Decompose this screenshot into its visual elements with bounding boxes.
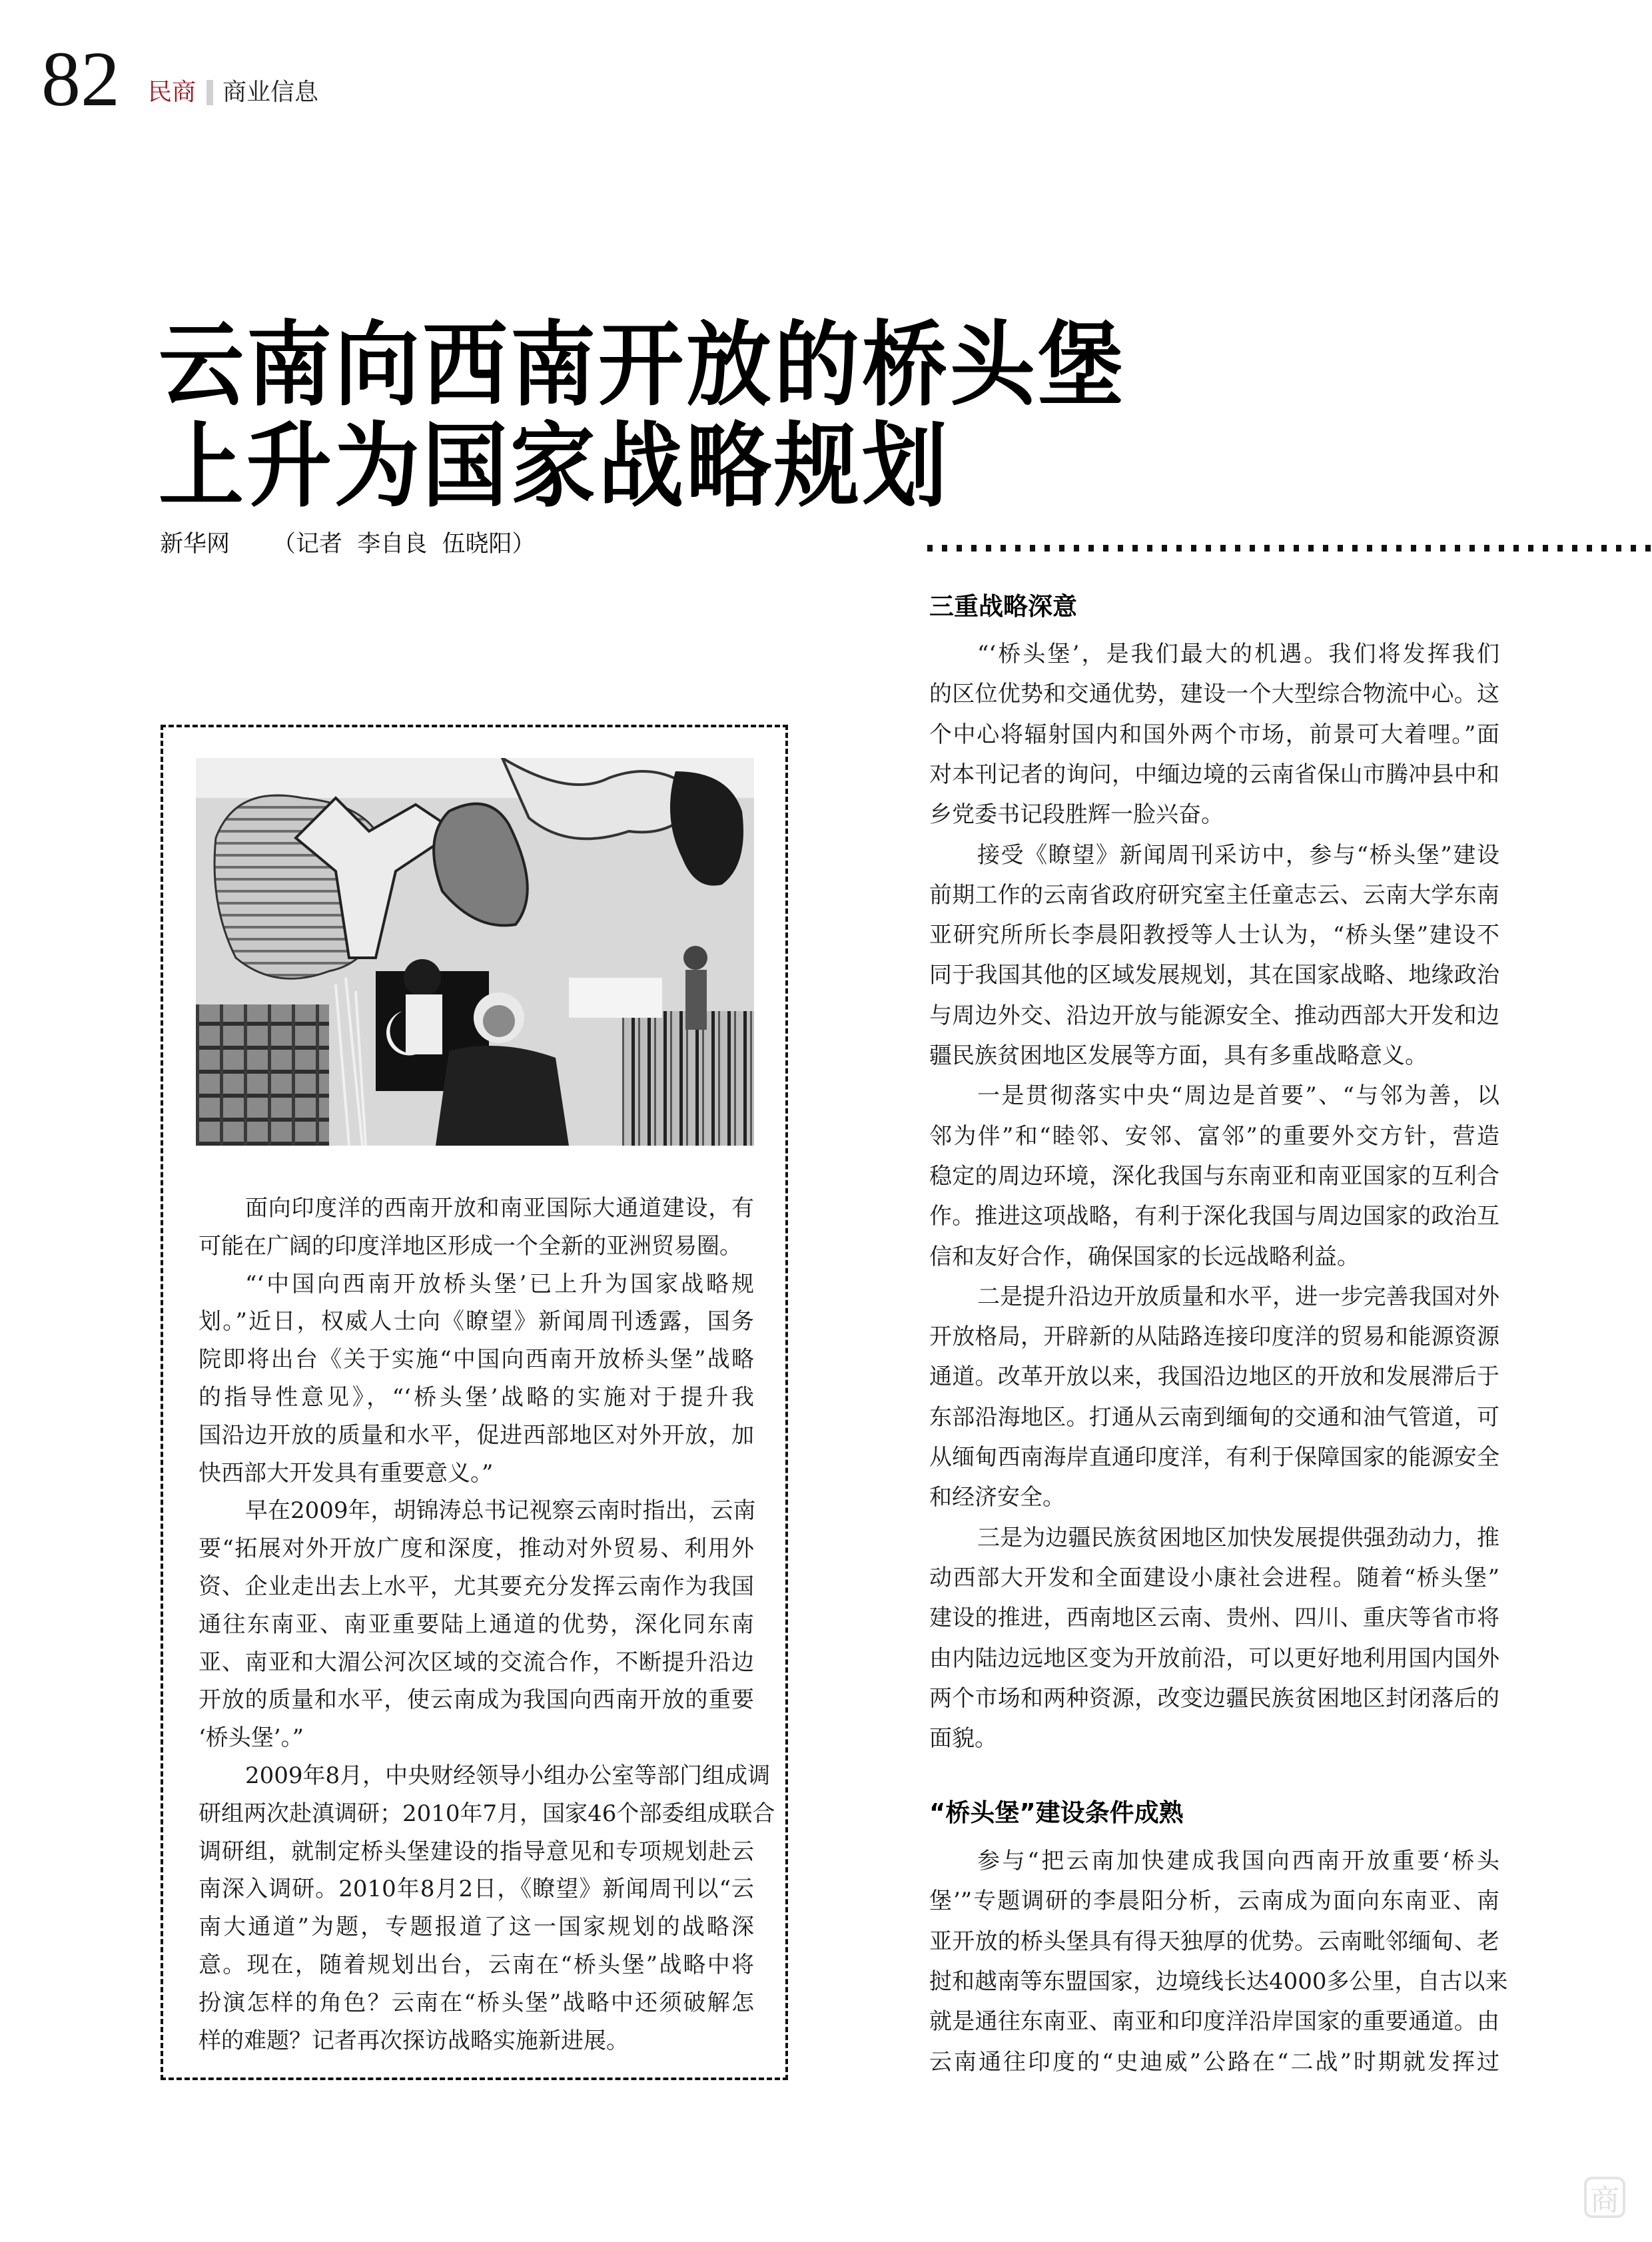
text-line: 稳定的周边环境，深化我国与东南亚和南亚国家的互利合	[929, 1162, 1499, 1190]
text-line: 云南通往印度的“史迪威”公路在“二战”时期就发挥过	[929, 2048, 1499, 2075]
text-line: 通道。改革开放以来，我国沿边地区的开放和发展滞后于	[929, 1363, 1499, 1391]
text-line: 信和友好合作，确保国家的长远战略利益。	[929, 1243, 1360, 1270]
text-line: 一是贯彻落实中央“周边是首要”、“与邻为善，以	[977, 1082, 1499, 1110]
headline-line-1: 云南向西南开放的桥头堡	[159, 312, 1126, 420]
text-line: 南深入调研。2010年8月2日，《瞭望》新闻周刊以“云	[199, 1876, 754, 1903]
magazine-brand: 民商	[148, 79, 197, 106]
text-line: 邻为伴”和“睦邻、安邻、富邻”的重要外交方针，营造	[929, 1122, 1499, 1150]
text-line: 的指导性意见》，“‘桥头堡’战略的实施对于提升我	[199, 1384, 754, 1411]
text-line: 乡党委书记段胜辉一脸兴奋。	[929, 801, 1224, 829]
text-line: 亚开放的桥头堡具有得天独厚的优势。云南毗邻缅甸、老	[929, 1928, 1499, 1955]
text-line: 意。现在，随着规划出台，云南在“桥头堡”战略中将	[199, 1952, 754, 1978]
text-line: 南大通道”为题，专题报道了这一国家规划的战略深	[199, 1914, 754, 1941]
text-line: 的区位优势和交通优势，建设一个大型综合物流中心。这	[929, 681, 1499, 708]
text-line: 研组两次赴滇调研；2010年7月，国家46个部委组成联合	[199, 1800, 775, 1827]
text-line: 与周边外交、沿边开放与能源安全、推动西部大开发和边	[929, 1002, 1499, 1029]
text-line: 面貌。	[929, 1725, 997, 1752]
text-line: 2009年8月，中央财经领导小组办公室等部门组成调	[245, 1762, 771, 1789]
text-line: 二是提升沿边开放质量和水平，进一步完善我国对外	[977, 1283, 1499, 1310]
text-line: 对本刊记者的询问，中缅边境的云南省保山市腾冲县中和	[929, 761, 1499, 788]
text-line: 资、企业走出去上水平，尤其要充分发挥云南作为我国	[199, 1573, 754, 1600]
text-line: 要“拓展对外开放广度和深度，推动对外贸易、利用外	[199, 1535, 754, 1563]
text-line: 面向印度洋的西南开放和南亚国际大通道建设，有	[245, 1195, 754, 1222]
text-line: “‘中国向西南开放桥头堡’已上升为国家战略规	[245, 1270, 754, 1298]
text-line: 建设的推进，西南地区云南、贵州、四川、重庆等省市将	[929, 1605, 1499, 1632]
text-line: 堡’”专题调研的李晨阳分析，云南成为面向东南亚、南	[929, 1888, 1499, 1915]
photo-exhibition-icon	[196, 758, 754, 1146]
text-line: 国沿边开放的质量和水平，促进西部地区对外开放，加	[199, 1421, 754, 1449]
text-line: 同于我国其他的区域发展规划，其在国家战略、地缘政治	[929, 962, 1499, 989]
dotted-rule	[927, 545, 1652, 552]
article-photo	[196, 758, 754, 1146]
text-line: 前期工作的云南省政府研究室主任童志云、云南大学东南	[929, 881, 1499, 909]
text-line: 通往东南亚、南亚重要陆上通道的优势，深化同东南	[199, 1611, 754, 1638]
byline	[160, 533, 536, 556]
text-line: 三是为边疆民族贫困地区加快发展提供强劲动力，推	[977, 1524, 1499, 1551]
text-line: 疆民族贫困地区发展等方面，具有多重战略意义。	[929, 1042, 1428, 1069]
text-line: 动西部大开发和全面建设小康社会进程。随着“桥头堡”	[929, 1564, 1499, 1591]
text-line: 亚、南亚和大湄公河次区域的交流合作，不断提升沿边	[199, 1649, 754, 1676]
publisher-stamp-icon: 商	[1584, 2177, 1625, 2218]
text-line: 由内陆边远地区变为开放前沿，可以更好地利用国内国外	[929, 1645, 1499, 1672]
text-line: 划。”近日，权威人士向《瞭望》新闻周刊透露，国务	[199, 1308, 754, 1335]
text-line: 接受《瞭望》新闻周刊采访中，参与“桥头堡”建设	[977, 841, 1499, 869]
headline-line-2: 上升为国家战略规划	[159, 413, 951, 521]
section-divider	[206, 80, 213, 105]
text-line: 就是通往东南亚、南亚和印度洋沿岸国家的重要通道。由	[929, 2008, 1499, 2036]
text-line: 早在2009年，胡锦涛总书记视察云南时指出，云南	[245, 1497, 756, 1525]
text-line: 参与“把云南加快建成我国向西南开放重要‘桥头	[977, 1848, 1499, 1874]
section1-title: 三重战略深意	[929, 592, 1077, 621]
text-line: ‘桥头堡’。”	[199, 1724, 304, 1752]
text-line: 两个市场和两种资源，改变边疆民族贫困地区封闭落后的	[929, 1684, 1499, 1712]
text-line: 可能在广阔的印度洋地区形成一个全新的亚洲贸易圈。	[199, 1232, 742, 1260]
text-line: 院即将出台《关于实施“中国向西南开放桥头堡”战略	[199, 1346, 754, 1373]
page-number: 82	[41, 35, 120, 123]
byline-reporters: （记者 李自良 伍晓阳）	[272, 531, 536, 558]
text-line: 开放格局，开辟新的从陆路连接印度洋的贸易和能源资源	[929, 1323, 1499, 1351]
text-line: 亚研究所所长李晨阳教授等人士认为，“桥头堡”建设不	[929, 922, 1499, 949]
text-line: 东部沿海地区。打通从云南到缅甸的交通和油气管道，可	[929, 1403, 1499, 1431]
text-line: 调研组，就制定桥头堡建设的指导意见和专项规划赴云	[199, 1838, 754, 1865]
text-line: 从缅甸西南海岸直通印度洋，有利于保障国家的能源安全	[929, 1444, 1499, 1471]
text-line: 个中心将辐射国内和国外两个市场，前景可大着哩。”面	[929, 721, 1499, 748]
text-line: 开放的质量和水平，使云南成为我国向西南开放的重要	[199, 1686, 754, 1714]
text-line: 扮演怎样的角色？云南在“桥头堡”战略中还须破解怎	[199, 1989, 754, 2016]
text-line: “‘桥头堡’，是我们最大的机遇。我们将发挥我们	[977, 641, 1499, 667]
text-line: 快西部大开发具有重要意义。”	[199, 1459, 494, 1487]
section-name: 商业信息	[222, 79, 319, 106]
text-line: 样的难题？记者再次探访战略实施新进展。	[199, 2027, 629, 2054]
byline-source: 新华网	[160, 531, 230, 558]
text-line: 作。推进这项战略，有利于深化我国与周边国家的政治互	[929, 1203, 1499, 1230]
section-tag	[148, 80, 318, 105]
section2-title: “桥头堡”建设条件成熟	[929, 1798, 1184, 1827]
text-line: 挝和越南等东盟国家，边境线长达4000多公里，自古以来	[929, 1968, 1508, 1995]
text-line: 和经济安全。	[929, 1484, 1065, 1511]
